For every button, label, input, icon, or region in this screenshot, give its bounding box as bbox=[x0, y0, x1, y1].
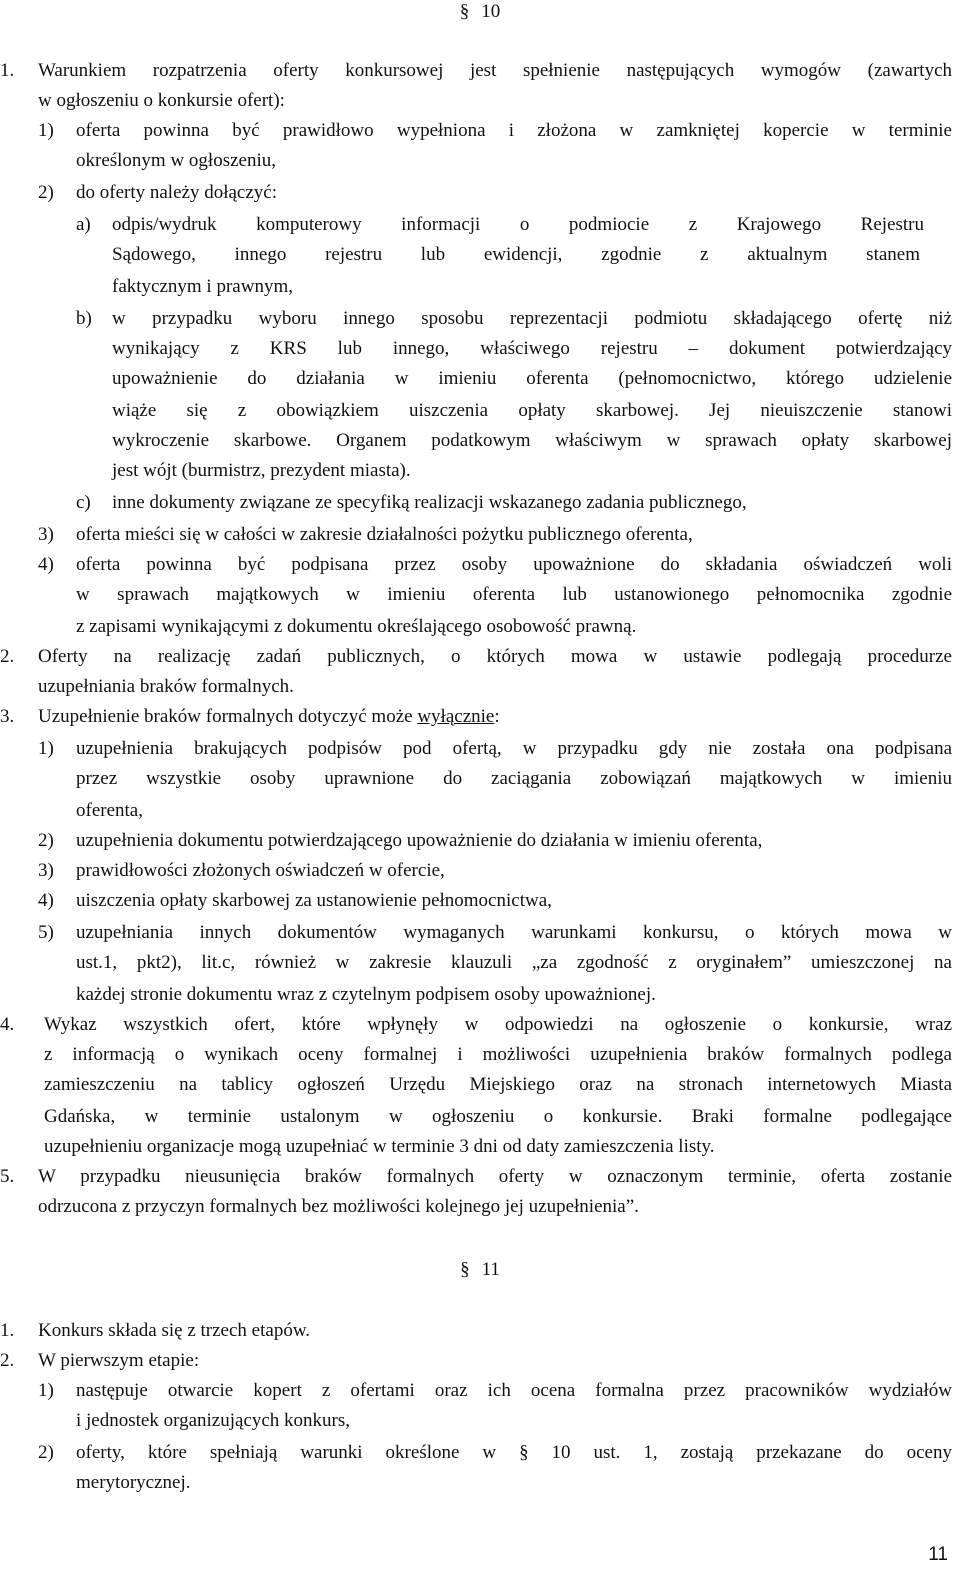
item-text: uzupełniania innych dokumentów wymaganych warunkami konkursu, o których mowa w bbox=[76, 922, 952, 943]
item-number: 1) bbox=[38, 738, 54, 759]
item-number: 2) bbox=[38, 830, 54, 851]
subitem-text: upoważnienie do działania w imieniu oferenta (pełnomocnictwo, którego udzielenie bbox=[112, 368, 952, 389]
text-run: Uzupełnienie braków formalnych dotyczyć może bbox=[38, 706, 418, 727]
item-text: oferta powinna być podpisana przez osoby upoważnione do składania oświadczeń woli bbox=[76, 554, 952, 575]
subitem-letter: a) bbox=[76, 214, 91, 235]
section-number: 10 bbox=[481, 1, 501, 22]
paragraph-text: W pierwszym etapie: bbox=[38, 1350, 200, 1371]
item-text: określonym w ogłoszeniu, bbox=[76, 150, 277, 171]
item-text: przez wszystkie osoby uprawnione do zaciągania zobowiązań majątkowych w imieniu bbox=[76, 768, 952, 789]
text-run: oferty, które spełniają warunki określone w bbox=[76, 1442, 520, 1463]
section-heading-10 bbox=[0, 0, 960, 24]
item-text: uiszczenia opłaty skarbowej za ustanowienie pełnomocnictwa, bbox=[76, 890, 552, 911]
item-number: 2) bbox=[38, 1442, 54, 1463]
subitem-text: wiąże się z obowiązkiem uiszczenia opłaty skarbowej. Jej nieuiszczenie stanowi bbox=[112, 400, 952, 421]
item-text: z zapisami wynikającymi z dokumentu określającego osobowość prawną. bbox=[76, 616, 637, 637]
subitem-text: odpis/wydruk komputerowy informacji o podmiocie z Krajowego Rejestru bbox=[112, 214, 924, 235]
item-number: 1) bbox=[38, 1380, 54, 1401]
subitem-text: wykroczenie skarbowe. Organem podatkowym właściwym w sprawach opłaty skarbowej bbox=[112, 430, 952, 451]
paragraph-number: 1. bbox=[0, 1320, 15, 1341]
item-text: i jednostek organizujących konkurs, bbox=[76, 1410, 351, 1431]
paragraph-text: W przypadku nieusunięcia braków formalnych oferty w oznaczonym terminie, oferta zostanie bbox=[38, 1166, 952, 1187]
paragraph-number: 4. bbox=[0, 1014, 15, 1035]
text-run: : bbox=[494, 706, 500, 727]
paragraph-text bbox=[38, 704, 500, 730]
paragraph-text: Oferty na realizację zadań publicznych, o których mowa w ustawie podlegają procedurze bbox=[38, 646, 952, 667]
item-text: do oferty należy dołączyć: bbox=[76, 182, 277, 203]
item-number: 4) bbox=[38, 890, 54, 911]
paragraph-number: 5. bbox=[0, 1166, 15, 1187]
subitem-text: wynikający z KRS lub innego, właściwego rejestru – dokument potwierdzający bbox=[112, 338, 952, 359]
item-text: oferta powinna być prawidłowo wypełniona i złożona w zamkniętej kopercie w terminie bbox=[76, 120, 952, 141]
section-sign: § bbox=[459, 1, 470, 22]
paragraph-text: z informacją o wynikach oceny formalnej i możliwości uzupełnienia braków formalnych podlega bbox=[44, 1044, 952, 1065]
item-text: następuje otwarcie kopert z ofertami oraz ich ocena formalna przez pracowników wydziałów bbox=[76, 1380, 952, 1401]
subitem-text: jest wójt (burmistrz, prezydent miasta). bbox=[112, 460, 411, 481]
item-text: merytorycznej. bbox=[76, 1472, 191, 1493]
paragraph-text: uzupełnieniu organizacje mogą uzupełniać w terminie 3 dni od daty zamieszczenia listy. bbox=[44, 1136, 715, 1157]
subitem-text: inne dokumenty związane ze specyfiką realizacji wskazanego zadania publicznego, bbox=[112, 492, 747, 513]
section-sign: § bbox=[519, 1442, 529, 1463]
paragraph-text: w ogłoszeniu o konkursie ofert): bbox=[38, 90, 285, 111]
page-number: 11 bbox=[928, 1544, 948, 1565]
paragraph-number: 1. bbox=[0, 60, 15, 81]
item-text: uzupełnienia brakujących podpisów pod ofertą, w przypadku gdy nie została ona podpisana bbox=[76, 738, 952, 759]
subitem-letter: c) bbox=[76, 492, 91, 513]
item-number: 5) bbox=[38, 922, 54, 943]
subitem-text: Sądowego, innego rejestru lub ewidencji, zgodnie z aktualnym stanem bbox=[112, 244, 920, 265]
subitem-text: faktycznym i prawnym, bbox=[112, 276, 293, 297]
item-text: ust.1, pkt2), lit.c, również w zakresie klauzuli „za zgodność z oryginałem” umieszczonej na bbox=[76, 952, 952, 973]
paragraph-text: Gdańska, w terminie ustalonym w ogłoszeniu o konkursie. Braki formalne podlegające bbox=[44, 1106, 952, 1127]
item-text: prawidłowości złożonych oświadczeń w ofercie, bbox=[76, 860, 445, 881]
section-heading-11 bbox=[0, 1258, 960, 1282]
item-number: 3) bbox=[38, 860, 54, 881]
paragraph-number: 2. bbox=[0, 1350, 15, 1371]
section-sign: § bbox=[460, 1259, 470, 1280]
item-number: 2) bbox=[38, 182, 54, 203]
paragraph-text: odrzucona z przyczyn formalnych bez możliwości kolejnego jej uzupełnienia”. bbox=[38, 1196, 639, 1217]
text-run: 10 ust. 1, zostają przekazane do oceny bbox=[528, 1442, 952, 1463]
item-text bbox=[76, 1440, 952, 1466]
item-number: 1) bbox=[38, 120, 54, 141]
paragraph-text: Warunkiem rozpatrzenia oferty konkursowej jest spełnienie następujących wymogów (zawartych bbox=[38, 60, 952, 81]
paragraph-text: Wykaz wszystkich ofert, które wpłynęły w odpowiedzi na ogłoszenie o konkursie, wraz bbox=[44, 1014, 952, 1035]
paragraph-number: 2. bbox=[0, 646, 15, 667]
subitem-letter: b) bbox=[76, 308, 92, 329]
item-text: w sprawach majątkowych w imieniu oferenta lub ustanowionego pełnomocnika zgodnie bbox=[76, 584, 952, 605]
paragraph-text: zamieszczeniu na tablicy ogłoszeń Urzędu Miejskiego oraz na stronach internetowych Miasta bbox=[44, 1074, 952, 1095]
item-text: każdej stronie dokumentu wraz z czytelnym podpisem osoby upoważnionej. bbox=[76, 984, 656, 1005]
paragraph-text: Konkurs składa się z trzech etapów. bbox=[38, 1320, 311, 1341]
item-text: oferta mieści się w całości w zakresie działalności pożytku publicznego oferenta, bbox=[76, 524, 693, 545]
item-number: 3) bbox=[38, 524, 54, 545]
item-text: uzupełnienia dokumentu potwierdzającego upoważnienie do działania w imieniu oferenta, bbox=[76, 830, 763, 851]
item-number: 4) bbox=[38, 554, 54, 575]
section-number: 11 bbox=[481, 1259, 500, 1280]
item-text: oferenta, bbox=[76, 800, 143, 821]
subitem-text: w przypadku wyboru innego sposobu reprezentacji podmiotu składającego ofertę niż bbox=[112, 308, 952, 329]
paragraph-text: uzupełniania braków formalnych. bbox=[38, 676, 294, 697]
paragraph-number: 3. bbox=[0, 706, 15, 727]
underlined-text: wyłącznie bbox=[417, 706, 495, 727]
